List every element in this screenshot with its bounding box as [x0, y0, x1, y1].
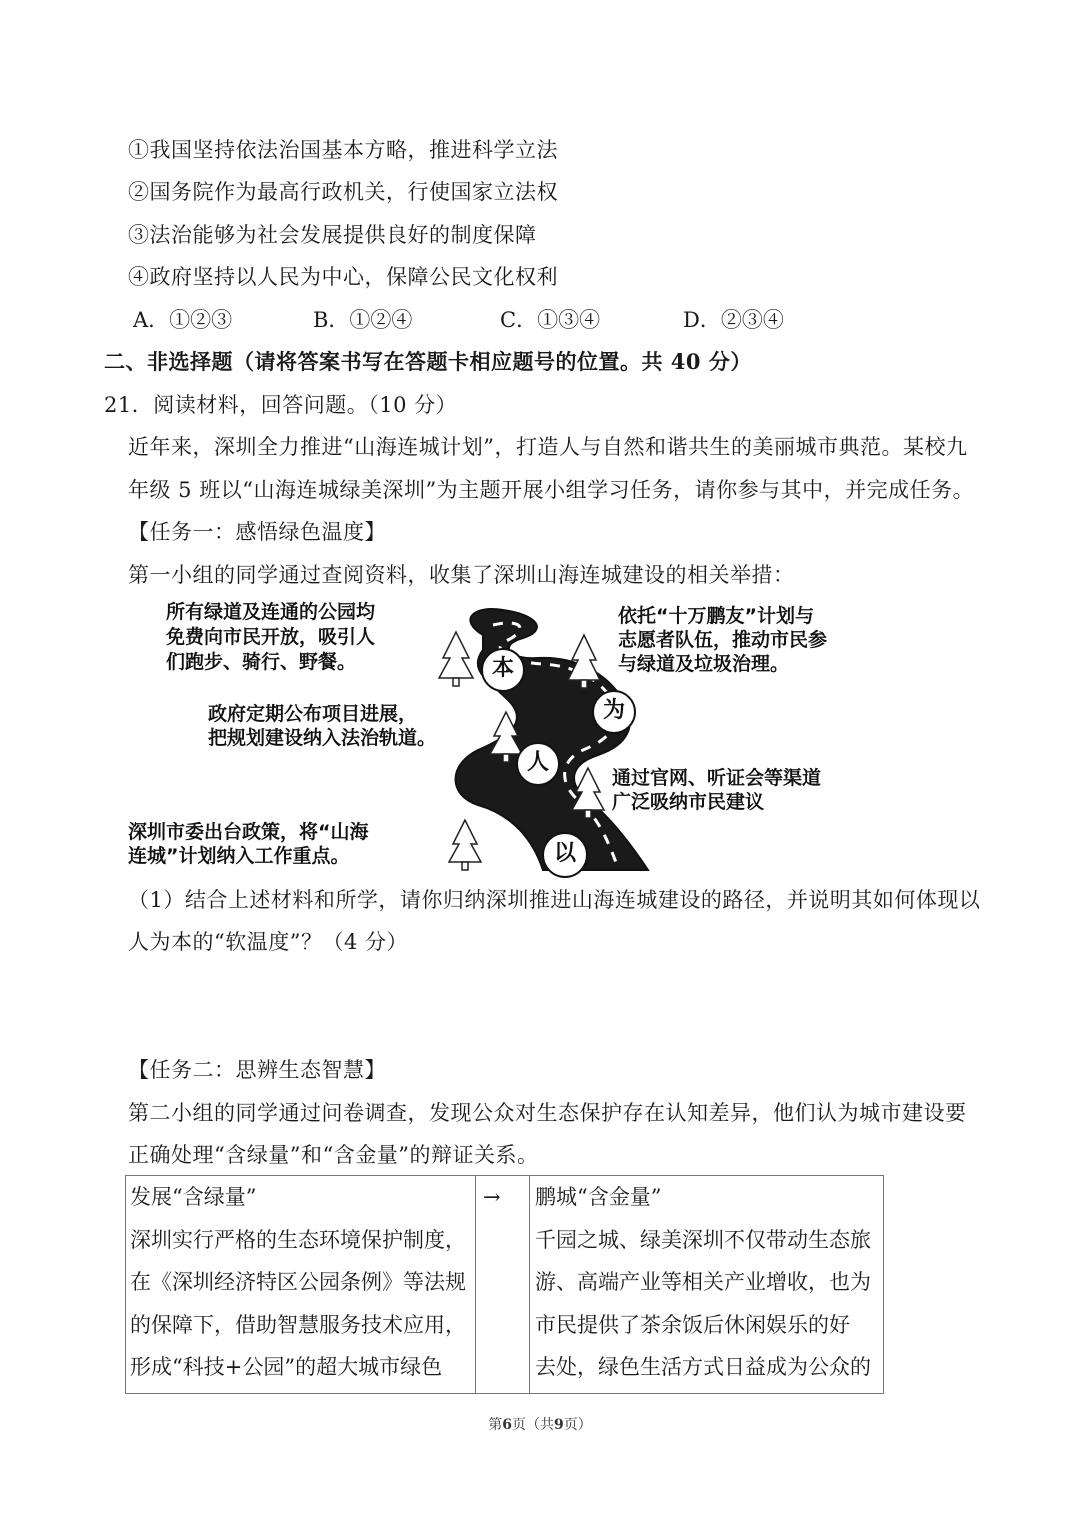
arrow-icon: →	[483, 1185, 501, 1209]
intro-line-2: 年级 5 班以“山海连城绿美深圳”为主题开展小组学习任务，请你参与其中，并完成任务。	[128, 478, 975, 502]
statement-3: ③法治能够为社会发展提供良好的制度保障	[128, 223, 537, 247]
option-c: C．①③④	[500, 308, 601, 332]
page-number: 6	[502, 1417, 512, 1433]
table-right-line-1: 鹏城“含金量”	[535, 1185, 662, 1209]
figure-text-mid-right-1: 通过官网、听证会等渠道	[612, 767, 822, 789]
section-title: 二、非选择题（请将答案书写在答题卡相应题号的位置。共 40 分）	[104, 349, 752, 374]
table-right-line-2: 千园之城、绿美深圳不仅带动生态旅	[535, 1227, 871, 1252]
figure-text-bottom-left-1: 深圳市委出台政策，将“山海	[128, 821, 369, 843]
figure-text-mid-left-1: 政府定期公布项目进展，	[208, 703, 418, 725]
road-circle-1	[481, 648, 525, 692]
task1-title: 【任务一：感悟绿色温度】	[128, 520, 386, 544]
table-left-line-2: 深圳实行严格的生态环境保护制度，	[130, 1227, 466, 1252]
table-right-line-4: 市民提供了茶余饭后休闲娱乐的好	[535, 1312, 850, 1337]
road-circle-2	[592, 690, 636, 734]
question-21-title: 21．阅读材料，回答问题。（10 分）	[104, 393, 458, 417]
table-left-line-1: 发展“含绿量”	[130, 1185, 257, 1209]
footer-prefix: 第	[488, 1417, 503, 1433]
figure-text-top-left-3: 们跑步、骑行、野餐。	[166, 651, 357, 673]
figure-text-top-right-1: 依托“十万鹏友”计划与	[618, 605, 814, 627]
road-char-yi: 以	[553, 841, 576, 866]
task1-desc: 第一小组的同学通过查阅资料，收集了深圳山海连城建设的相关举措：	[128, 563, 795, 587]
statement-4: ④政府坚持以人民为中心，保障公民文化权利	[128, 265, 558, 289]
sub-question-1-line-1: （1）结合上述材料和所学，请你归纳深圳推进山海连城建设的路径，并说明其如何体现以	[128, 888, 981, 912]
people-centered-road-figure	[128, 590, 888, 875]
table-left-line-4: 的保障下，借助智慧服务技术应用，	[130, 1312, 466, 1337]
figure-text-top-left-2: 免费向市民开放，吸引人	[166, 626, 376, 648]
table-right-line-5: 去处，绿色生活方式日益成为公众的	[535, 1355, 871, 1379]
task2-desc-2: 正确处理“含绿量”和“含金量”的辩证关系。	[128, 1143, 539, 1167]
footer-mid: 页（共	[512, 1417, 554, 1433]
task2-title: 【任务二：思辨生态智慧】	[128, 1058, 386, 1082]
figure-text-top-right-2: 志愿者队伍，推动市民参	[618, 629, 828, 651]
figure-text-bottom-left-2: 连城”计划纳入工作重点。	[128, 845, 350, 867]
option-a: A．①②③	[133, 308, 233, 332]
option-d: D．②③④	[683, 308, 784, 332]
intro-line-1: 近年来，深圳全力推进“山海连城计划”，打造人与自然和谐共生的美丽城市典范。某校九	[128, 435, 968, 459]
road-circle-3	[516, 742, 560, 786]
green-gold-table	[125, 1175, 884, 1394]
table-right-line-3: 游、高端产业等相关产业增收，也为	[535, 1270, 871, 1294]
page-footer	[0, 1415, 1080, 1435]
figure-text-mid-left-2: 把规划建设纳入法治轨道。	[208, 727, 437, 749]
sub-question-1-line-2: 人为本的“软温度”？（4 分）	[128, 930, 409, 954]
statement-1: ①我国坚持依法治国基本方略，推进科学立法	[128, 138, 558, 162]
option-b: B．①②④	[313, 308, 413, 332]
task2-desc-1: 第二小组的同学通过问卷调查，发现公众对生态保护存在认知差异，他们认为城市建设要	[128, 1101, 967, 1125]
road-circle-4	[542, 832, 588, 878]
table-left-line-5: 形成“科技+公园”的超大城市绿色	[130, 1355, 443, 1379]
road-char-wei: 为	[602, 698, 625, 723]
figure-text-top-left-1: 所有绿道及连通的公园均	[166, 601, 376, 623]
statement-2: ②国务院作为最高行政机关，行使国家立法权	[128, 180, 558, 204]
total-pages: 9	[554, 1417, 564, 1433]
figure-text-mid-right-2: 广泛吸纳市民建议	[612, 791, 765, 813]
road-char-ben: 本	[491, 656, 514, 681]
table-cell-gold	[531, 1176, 883, 1393]
figure-text-top-right-3: 与绿道及垃圾治理。	[618, 653, 790, 675]
footer-suffix: 页）	[563, 1417, 592, 1433]
table-cell-green	[126, 1176, 476, 1393]
road-char-ren: 人	[526, 750, 549, 775]
table-left-line-3: 在《深圳经济特区公园条例》等法规	[130, 1270, 466, 1294]
table-cell-arrow	[477, 1176, 530, 1393]
